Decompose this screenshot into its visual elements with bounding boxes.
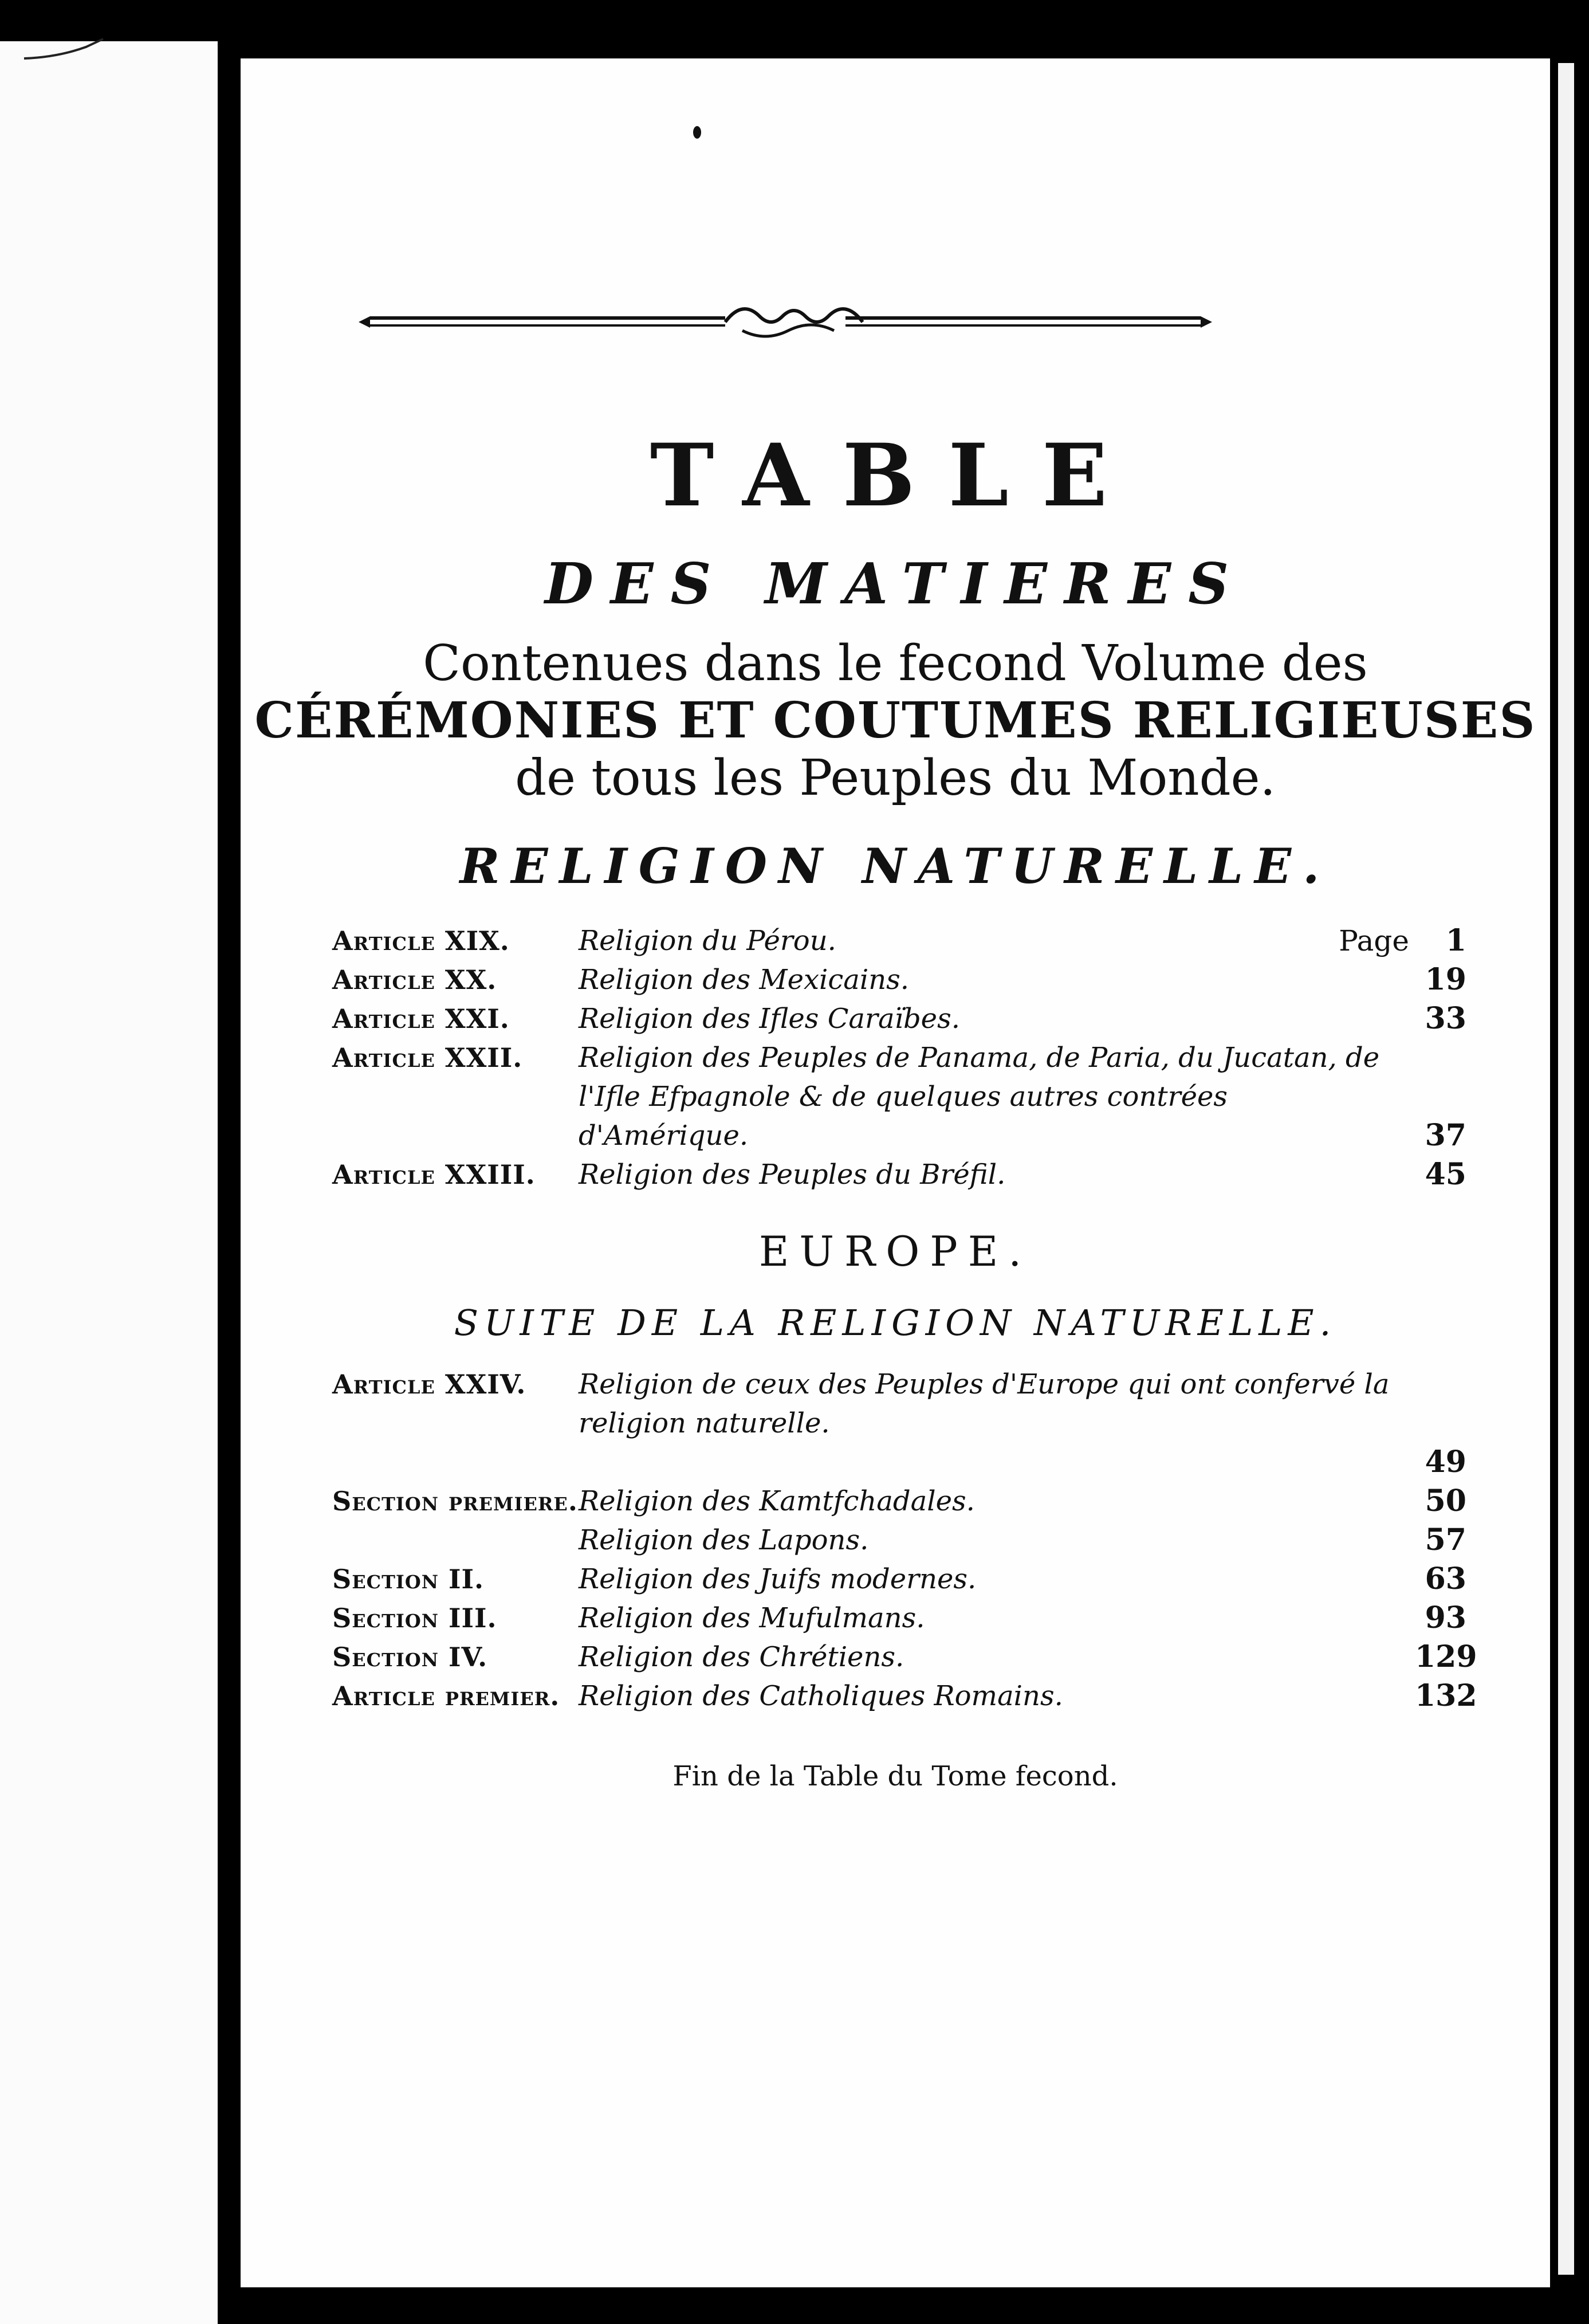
entry-text: Religion des Mexicains.	[579, 964, 910, 996]
entry-label: Article XIX.	[332, 925, 510, 956]
entry-page-number: 93	[1425, 1600, 1466, 1635]
section-heading-europe: EUROPE.	[758, 1227, 1032, 1275]
book-page	[241, 58, 1550, 2287]
entry-label: Section premiere.	[332, 1486, 578, 1517]
entry-page-number: 50	[1425, 1483, 1466, 1518]
entry-text: Religion des Peuples du Bréfil.	[579, 1159, 1006, 1191]
entry-page-number: 37	[1425, 1118, 1466, 1153]
entry-label: Article premier.	[332, 1681, 560, 1711]
contents-list-section-1	[332, 921, 1466, 1194]
description-line-1: Contenues dans le fecond Volume des	[423, 635, 1368, 692]
entry-page-number: 49	[1425, 1444, 1466, 1479]
entry-text: Religion du Pérou.	[579, 925, 836, 957]
section-subheading: SUITE DE LA RELIGION NATURELLE.	[454, 1302, 1337, 1344]
ink-stroke	[23, 36, 109, 64]
entry-page-number: 63	[1425, 1561, 1466, 1596]
contents-list-section-2	[332, 1365, 1477, 1715]
entry-label: Article XXIII.	[332, 1159, 536, 1190]
description-line-3: de tous les Peuples du Monde.	[515, 749, 1276, 807]
page-word: Page	[1339, 924, 1409, 957]
contents-entry	[332, 999, 1466, 1038]
entry-text: Religion des Chrétiens.	[579, 1641, 904, 1673]
entry-text: Religion des Ifles Caraïbes.	[579, 1003, 960, 1035]
contents-entry	[332, 1365, 1466, 1482]
entry-label: Article XXIV.	[332, 1369, 526, 1400]
entry-page-number: 129	[1415, 1639, 1477, 1674]
contents-entry	[332, 1038, 1466, 1155]
entry-text: Religion des Lapons.	[579, 1524, 869, 1556]
title-description	[241, 635, 1550, 807]
entry-label: Section II.	[332, 1564, 485, 1595]
scan-border-right	[1550, 0, 1589, 2324]
facing-page-edge	[0, 0, 221, 2324]
page-subtitle: DES MATIERES	[544, 551, 1246, 617]
contents-entry	[332, 960, 1466, 999]
entry-label: Section IV.	[332, 1642, 488, 1673]
entry-page-number: 132	[1415, 1678, 1477, 1713]
contents-entry	[332, 1599, 1466, 1638]
contents-entry	[332, 921, 1466, 960]
contents-entry	[332, 1155, 1466, 1194]
entry-page-number: 1	[1445, 923, 1466, 958]
entry-text: Religion des Mufulmans.	[579, 1602, 925, 1634]
contents-entry	[332, 1482, 1466, 1521]
end-note: Fin de la Table du Tome fecond.	[672, 1760, 1118, 1792]
entry-page-number: 19	[1425, 962, 1466, 997]
entry-page-number: 33	[1425, 1001, 1466, 1036]
contents-entry	[332, 1560, 1466, 1599]
entry-text: Religion des Juifs modernes.	[579, 1563, 977, 1595]
contents-entry	[332, 1521, 1466, 1560]
entry-page-number: 45	[1425, 1157, 1466, 1192]
contents-entry	[332, 1677, 1477, 1715]
entry-text: Religion des Kamtfchadales.	[579, 1485, 975, 1517]
contents-entry	[332, 1638, 1477, 1677]
section-heading-religion-naturelle: RELIGION NATURELLE.	[459, 838, 1331, 894]
entry-label: Article XX.	[332, 964, 497, 995]
scan-border-top	[218, 0, 1589, 58]
entry-label: Section III.	[332, 1603, 497, 1634]
page-title: TABLE	[650, 425, 1141, 526]
scan-border-bottom	[218, 2287, 1589, 2324]
entry-text: Religion des Catholiques Romains.	[579, 1680, 1063, 1712]
entry-page-number: 57	[1425, 1522, 1466, 1557]
decorative-ornament-rule	[353, 299, 1218, 345]
entry-text: Religion de ceux des Peuples d'Europe qui ont confervé la religion naturelle.	[579, 1368, 1390, 1439]
entry-label: Article XXII.	[332, 1042, 523, 1073]
description-line-2: CÉRÉMONIES ET COUTUMES RELIGIEUSES	[254, 692, 1536, 749]
entry-text: Religion des Peuples de Panama, de Paria, du Jucatan, de l'Ifle Efpagnole & de quelques autres contrées d'Amérique.	[579, 1042, 1380, 1152]
entry-label: Article XXI.	[332, 1003, 510, 1034]
ink-dot	[693, 126, 701, 139]
